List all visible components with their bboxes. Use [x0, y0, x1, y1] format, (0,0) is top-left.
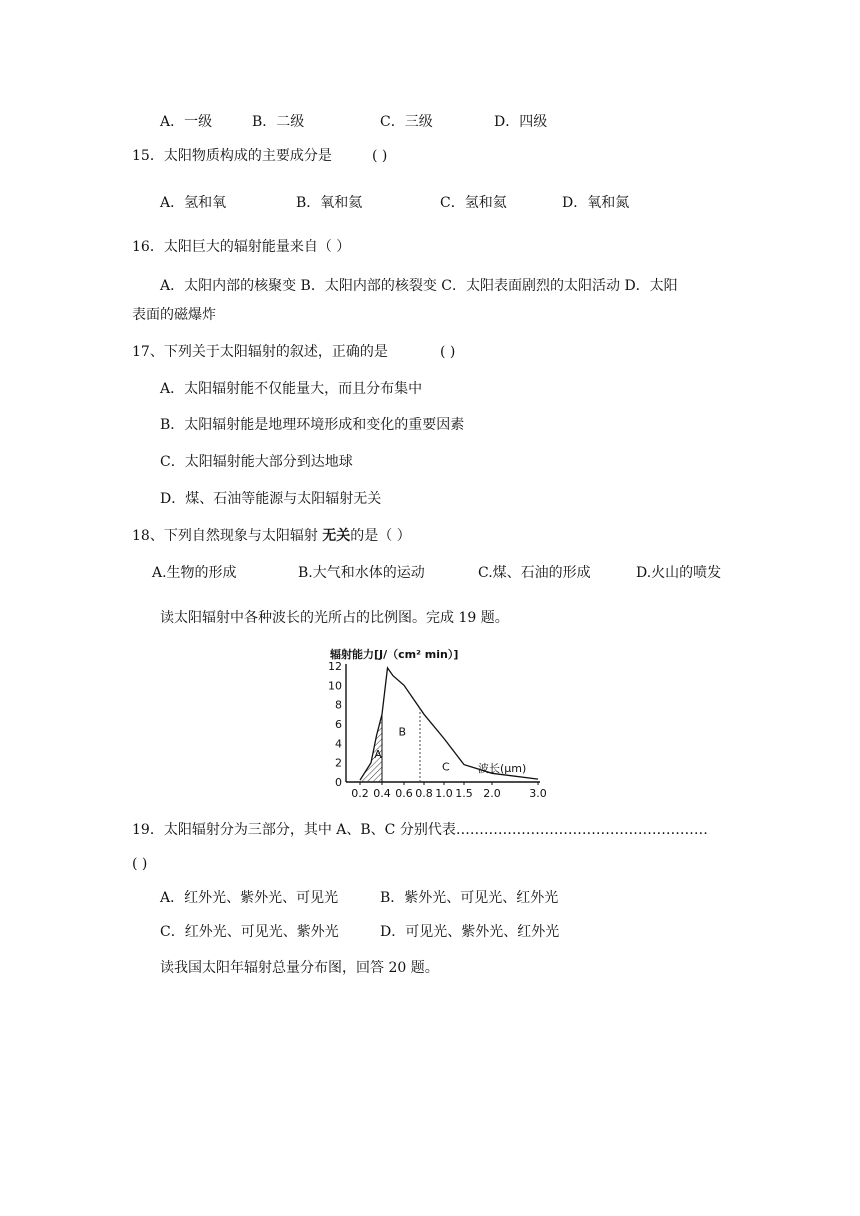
q19-option-a: A．红外光、紫外光、可见光	[160, 890, 339, 906]
x-tick-label: 0.8	[415, 787, 433, 800]
q14-option-c: C．三级	[380, 114, 433, 130]
q18-option-a: A.生物的形成	[152, 565, 237, 581]
q16-options-line1: A．太阳内部的核聚变 B．太阳内部的核裂变 C．太阳表面剧烈的太阳活动 D．太阳	[160, 278, 678, 294]
q20-intro: 读我国太阳年辐射总量分布图，回答 20 题。	[160, 960, 439, 976]
q15-option-a: A．氢和氧	[160, 195, 227, 211]
q18-option-c: C.煤、石油的形成	[478, 565, 591, 581]
q19-stem: 19．太阳辐射分为三部分，其中 A、B、C 分别代表………………………………………………	[132, 822, 708, 838]
q15-option-d: D．氧和氮	[562, 195, 630, 211]
q18-stem-pre: 18、下列自然现象与太阳辐射	[132, 528, 323, 544]
x-tick-label: 1.0	[435, 787, 453, 800]
q15-option-c: C．氢和氦	[440, 195, 507, 211]
q17-option-d: D．煤、石油等能源与太阳辐射无关	[160, 491, 382, 507]
q18-option-d: D.火山的喷发	[636, 565, 722, 581]
q15-option-b: B．氧和氦	[296, 195, 363, 211]
q15-stem: 15．太阳物质构成的主要成分是	[132, 148, 332, 164]
y-tick-label: 10	[328, 679, 342, 693]
y-tick-label: 6	[335, 718, 342, 731]
q16-options-line2: 表面的磁爆炸	[132, 307, 216, 323]
y-tick-label: 4	[335, 737, 342, 751]
chart-x-label: 波长(μm)	[478, 762, 527, 775]
chart-y-label: 辐射能力[J/（cm² min）]	[330, 648, 459, 661]
q19-option-b: B．紫外光、可见光、红外光	[380, 890, 559, 906]
x-tick-label: 0.6	[395, 787, 413, 800]
q19-blank: ( )	[132, 856, 148, 872]
q17-option-c: C．太阳辐射能大部分到达地球	[160, 454, 353, 470]
q19-option-c: C．红外光、可见光、紫外光	[160, 924, 339, 940]
q17-option-b: B．太阳辐射能是地理环境形成和变化的重要因素	[160, 417, 465, 433]
q19-intro: 读太阳辐射中各种波长的光所占的比例图。完成 19 题。	[160, 610, 509, 626]
y-tick-label: 2	[335, 756, 342, 770]
region-c-label: C	[442, 760, 450, 774]
q17-stem: 17、下列关于太阳辐射的叙述，正确的是	[132, 344, 388, 360]
q14-option-a: A．一级	[160, 114, 213, 130]
q17-blank: ( )	[440, 344, 456, 360]
solar-radiation-chart	[318, 644, 550, 804]
y-tick-label: 8	[335, 698, 342, 712]
x-tick-label: 1.5	[455, 787, 473, 800]
q18-option-b: B.大气和水体的运动	[298, 565, 425, 581]
q14-option-d: D．四级	[494, 114, 548, 130]
q16-stem: 16．太阳巨大的辐射能量来自（ ）	[132, 239, 351, 255]
q18-stem-post: 的是（ ）	[350, 528, 411, 544]
q19-option-d: D．可见光、紫外光、红外光	[380, 924, 560, 940]
region-b-label: B	[398, 725, 407, 739]
q18-stem	[132, 526, 411, 546]
y-tick-label: 0	[335, 776, 342, 789]
region-a-label: A	[374, 747, 382, 761]
q18-stem-emphasis: 无关	[322, 528, 351, 544]
q14-option-b: B．二级	[252, 114, 305, 130]
x-tick-label: 0.4	[373, 787, 391, 800]
q15-blank: ( )	[372, 148, 388, 164]
x-tick-label: 2.0	[483, 787, 501, 800]
y-tick-label: 12	[328, 660, 342, 673]
q17-option-a: A．太阳辐射能不仅能量大，而且分布集中	[160, 381, 423, 397]
x-tick-label: 3.0	[529, 787, 547, 800]
x-tick-label: 0.2	[351, 787, 369, 800]
